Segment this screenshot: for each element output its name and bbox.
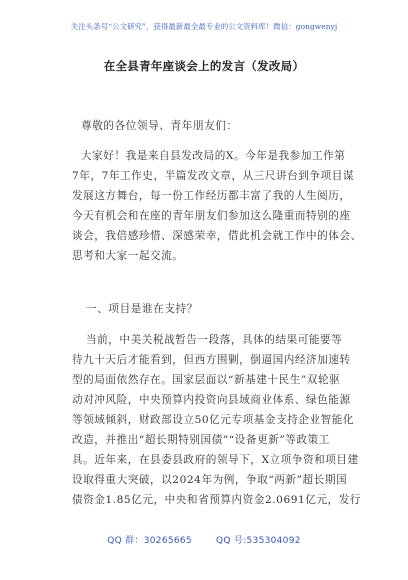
header-banner: 关注头条号“公文研究”，获得最新最全最专业的公文资料库！微信：gongwenyj xyxy=(70,22,338,31)
paragraph-line: 设取得重大突破，以2024年为例，争取“两新”超长期国 xyxy=(72,474,348,486)
salutation: 尊敬的各位领导、青年朋友们： xyxy=(81,120,238,132)
contact-footer xyxy=(0,533,408,546)
paragraph-line: 大家好！我是来自县发改局的X。今年是我参加工作第 xyxy=(81,150,346,162)
paragraph-line: 思考和大家一起交流。 xyxy=(72,250,184,262)
qq-group-text: QQ 群：30265665 xyxy=(107,536,192,546)
paragraph-line: 待九十天后才能看到，但西方围剿，倒逼国内经济加速转 xyxy=(72,354,351,366)
paragraph-line: 7年，7年工作史，半篇发改文章，从三尺讲台到争项目谋 xyxy=(72,170,355,182)
paragraph-line: 具。近年来，在县委县政府的领导下，X立项争资和项目建 xyxy=(72,454,359,466)
paragraph-line: 谈会，我倍感珍惜、深感荣幸，借此机会就工作中的体会、 xyxy=(72,230,362,242)
intro-paragraph xyxy=(72,146,362,266)
paragraph-line: 等领域倾斜，财政部设立50亿元专项基金支持企业智能化 xyxy=(72,414,355,426)
paragraph-line: 债资金1.85亿元，中央和省预算内资金2.0691亿元，发行 xyxy=(72,494,362,506)
qq-number-text: QQ 号:535304092 xyxy=(215,536,301,546)
paragraph-line: 改造，并推出“超长期特别国债”“设备更新”等政策工 xyxy=(72,434,330,446)
body-paragraph xyxy=(72,330,362,510)
paragraph-line: 发展这方舞台，每一份工作经历都丰富了我的人生阅历， xyxy=(72,190,351,202)
document-title: 在全县青年座谈会上的发言（发改局） xyxy=(103,59,305,73)
section-heading: 一、项目是谁在支持？ xyxy=(86,303,198,315)
paragraph-line: 当前，中美关税战暂告一段落，具体的结果可能要等 xyxy=(86,334,343,346)
paragraph-line: 动对冲风险，中央预算内投资向县域商业体系、绿色能源 xyxy=(72,394,351,406)
paragraph-line: 今天有机会和在座的青年朋友们参加这么隆重而特别的座 xyxy=(72,210,351,222)
paragraph-line: 型的局面依然存在。国家层面以“新基建十民生”双轮驱 xyxy=(72,374,341,386)
